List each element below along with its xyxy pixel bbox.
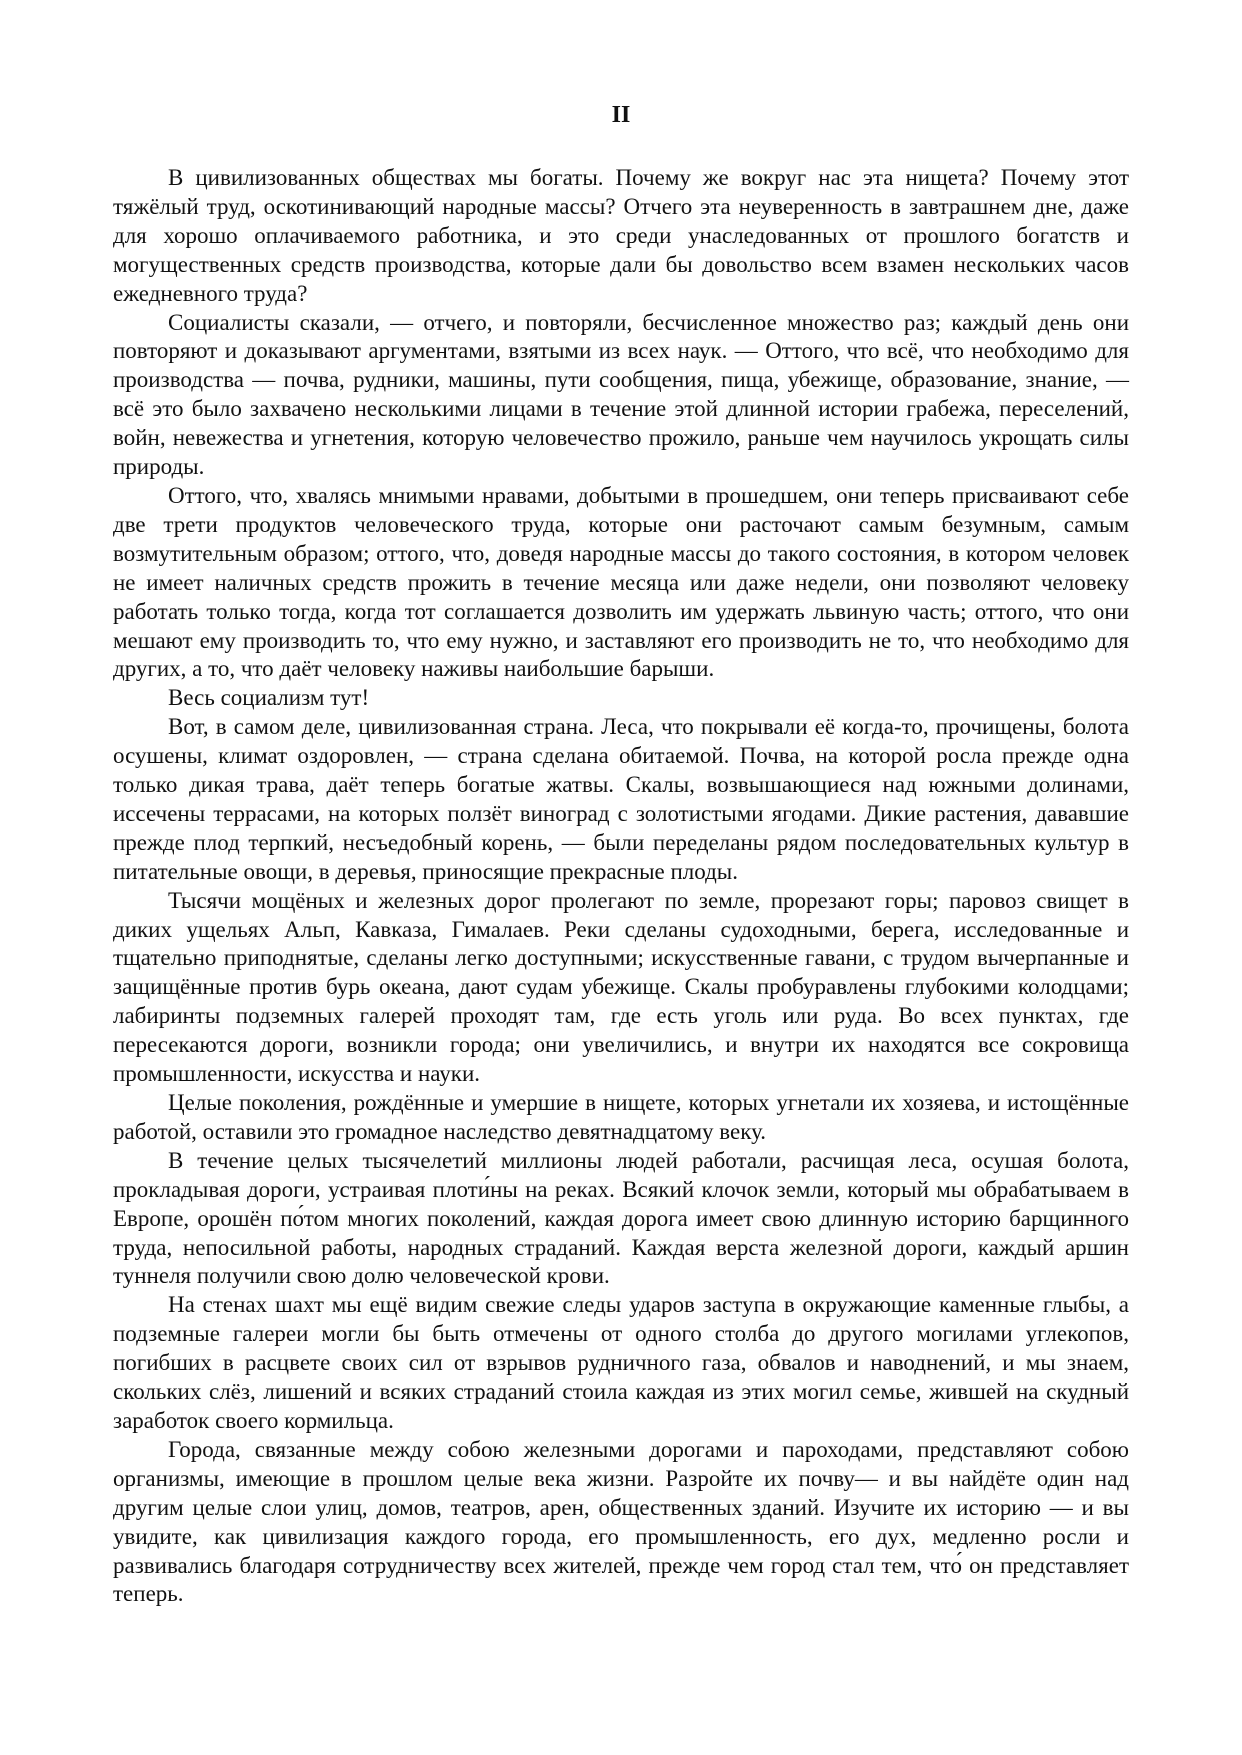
paragraph-2: Социалисты сказали, — отчего, и повторяли, бесчисленное множество раз; каждый день они повторяют и доказывают аргументами, взятыми из всех наук. — Оттого, что всё, что необходимо для производства — почва, рудники, машины, пути сообщения, пища, убежище, образование, знание, — всё это было захвачено несколькими лицами в течение этой длинной истории грабежа, переселений, войн, невежества и угнетения, которую человечество прожило, раньше чем научилось укрощать силы природы. (113, 309, 1129, 480)
paragraph-10: Города, связанные между собою железными дорогами и пароходами, представляют собою организмы, имеющие в прошлом целые века жизни. Разройте их почву— и вы найдёте один над другим целые слои улиц, домов, театров, арен, общественных зданий. Изучите их историю — и вы увидите, как цивилизация каждого города, его промышленность, его дух, медленно росли и развивались благодаря сотрудничеству всех жителей, прежде чем город стал тем, что́ он представляет теперь. (113, 1436, 1129, 1607)
paragraph-6: Тысячи мощёных и железных дорог пролегают по земле, прорезают горы; паровоз свищет в диких ущельях Альп, Кавказа, Гималаев. Реки сделаны судоходными, берега, исследованные и тщательно приподнятые, сделаны легко доступными; искусственные гавани, с трудом вычерпанные и защищённые против бурь океана, дают судам убежище. Скалы пробуравлены глубокими колодцами; лабиринты подземных галерей проходят там, где есть уголь или руда. Во всех пунктах, где пересекаются дороги, возникли города; они увеличились, и внутри их находятся все сокровища промышленности, искусства и науки. (113, 887, 1129, 1087)
paragraph-9: На стенах шахт мы ещё видим свежие следы ударов заступа в окружающие каменные глыбы, а подземные галереи могли бы быть отмечены от одного столба до другого могилами углекопов, погибших в расцвете своих сил от взрывов рудничного газа, обвалов и наводнений, и мы знаем, скольких слёз, лишений и всяких страданий стоила каждая из этих могил семье, жившей на скудный заработок своего кормильца. (113, 1292, 1129, 1433)
document-page (113, 100, 1129, 1609)
paragraph-3: Оттого, что, хвалясь мнимыми нравами, добытыми в прошедшем, они теперь присваивают себе две трети продуктов человеческого труда, которые они расточают самым безумным, самым возмутительным образом; оттого, что, доведя народные массы до такого состояния, в котором человек не имеет наличных средств прожить в течение месяца или даже недели, они позволяют человеку работать только тогда, когда тот соглашается дозволить им удержать львиную часть; оттого, что они мешают ему производить то, что ему нужно, и заставляют его производить не то, что необходимо для других, а то, что даёт человеку наживы наибольшие барыши. (113, 482, 1129, 682)
paragraph-1: В цивилизованных обществах мы богаты. Почему же вокруг нас эта нищета? Почему этот тяжёлый труд, оскотинивающий народные массы? Отчего эта неуверенность в завтрашнем дне, даже для хорошо оплачиваемого работника, и это среди унаследованных от прошлого богатств и могущественных средств производства, которые дали бы довольство всем взамен нескольких часов ежедневного труда? (113, 165, 1129, 306)
paragraph-8: В течение целых тысячелетий миллионы людей работали, расчищая леса, осушая болота, прокладывая дороги, устраивая плоти́ны на реках. Всякий клочок земли, который мы обрабатываем в Европе, орошён по́том многих поколений, каждая дорога имеет свою длинную историю барщинного труда, непосильной работы, народных страданий. Каждая верста железной дороги, каждый аршин туннеля получили свою долю человеческой крови. (113, 1147, 1129, 1289)
paragraph-4: Весь социализм тут! (168, 685, 370, 711)
paragraph-5: Вот, в самом деле, цивилизованная страна. Леса, что покрывали её когда-то, прочищены, болота осушены, климат оздоровлен, — страна сделана обитаемой. Почва, на которой росла прежде одна только дикая трава, даёт теперь богатые жатвы. Скалы, возвышающиеся над южными долинами, иссечены террасами, на которых ползёт виноград с золотистыми ягодами. Дикие растения, дававшие прежде плод терпкий, несъедобный корень, — были переделаны рядом последовательных культур в питательные овощи, в деревья, приносящие прекрасные плоды. (113, 714, 1129, 884)
paragraph-7: Целые поколения, рождённые и умершие в нищете, которых угнетали их хозяева, и истощённые работой, оставили это громадное наследство девятнадцатому веку. (113, 1090, 1129, 1144)
chapter-heading: II (611, 102, 631, 128)
